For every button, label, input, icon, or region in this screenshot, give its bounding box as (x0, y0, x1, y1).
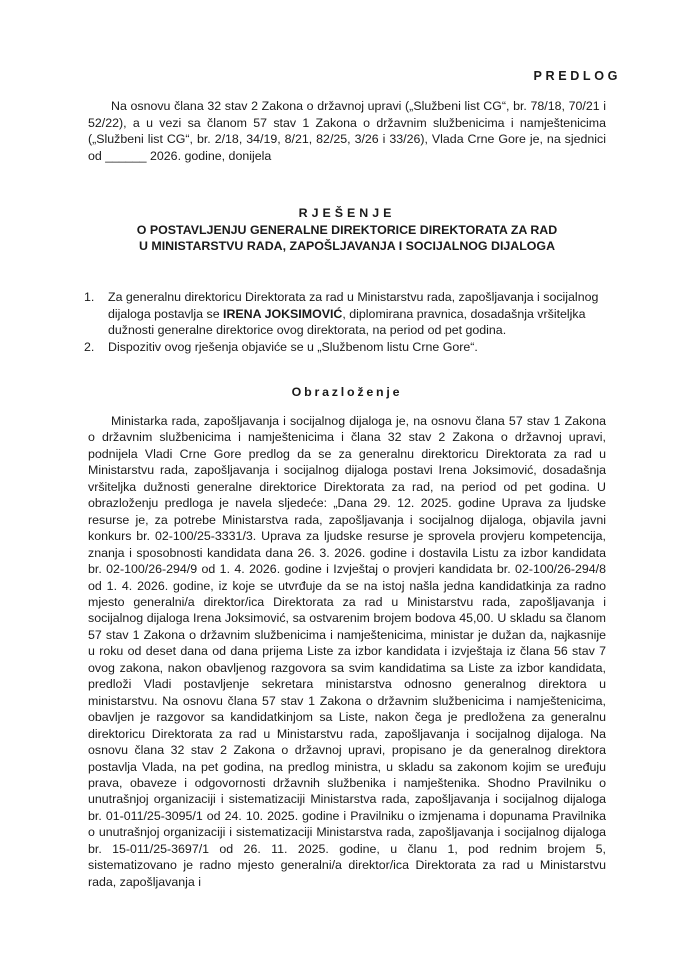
item-text (108, 289, 616, 339)
reasoning-text: Ministarka rada, zapošljavanja i socijalnog dijaloga je, na osnovu člana 57 stav 1 Zakona o državnim službenicima i namještenicima i člana 32 stav 2 Zakona o državnoj upravi, podnijela Vladi Crne Gore predlog da se za generalnu direktoricu Direktorata za rad u Ministarstvu rada, zapošljavanja i socijalnog dijaloga postavi Irena Joksimović, dosadašnja vršiteljka dužnosti generalne direktorice Direktorata za rad, na period od pet godina. U obrazloženju predloga je navela sljedeće: „Dana 29. 12. 2025. godine Uprava za ljudske resurse je, za potrebe Ministarstva rada, zapošljavanja i socijalnog dijaloga, objavila javni konkurs br. 02-100/25-3331/3. Uprava za ljudske resurse je sprovela provjeru kompetencija, znanja i sposobnosti kandidata dana 26. 3. 2026. godine i dostavila Listu za izbor kandidata br. 02-100/26-294/9 od 1. 4. 2026. godine i Izvještaj o provjeri kandidata br. 02-100/26-294/8 od 1. 4. 2026. godine, iz koje se utvrđuje da se na istoj našla jedna kandidatkinja za radno mjesto generalni/a direktor/ica Direktorata za rad u Ministarstvu rada, zapošljavanja i socijalnog dijaloga Irena Joksimović, sa ostvarenim brojem bodova 45,00. U skladu sa članom 57 stav 1 Zakona o državnim službenicima i namještenicima, ministar je dužan da, najkasnije u roku od deset dana od dana prijema Liste za izbor kandidata i izvještaja iz člana 56 stav 7 ovog zakona, nakon obavljenog razgovora sa svim kandidatima sa Liste za izbor kandidata, predloži Vladi postavljenje sekretara ministarstva odnosno generalnog direktora u ministarstvu. Na osnovu člana 57 stav 1 Zakona o državnim službenicima i namještenicima, obavljen je razgovor sa kandidatkinjom sa Liste, nakon čega je predložena za generalnu direktoricu Direktorata za rad u Ministarstvu rada, zapošljavanja i socijalnog dijaloga. Na osnovu člana 32 stav 2 Zakona o državnoj upravi, propisano je da generalnog direktora postavlja Vlada, na pet godina, na predlog ministra, u skladu sa zakonom kojim se uređuju prava, obaveze i odgovornosti državnih službenika i namještenika. Shodno Pravilniku o unutrašnjoj organizaciji i sistematizaciji Ministarstva rada, zapošljavanja i socijalnog dijaloga br. 01-011/25-3095/1 od 24. 10. 2025. godine i Pravilniku o izmjenama i dopunama Pravilnika o unutrašnjoj organizaciji i sistematizaciji Ministarstva rada, zapošljavanja i socijalnog dijaloga br. 15-011/25-3697/1 od 26. 11. 2025. godine, u članu 1, pod rednim brojem 5, sistematizovano je radno mjesto generalni/a direktor/ica Direktorata za rad u Ministarstvu rada, zapošljavanja i (88, 414, 606, 889)
title-line-1: RJEŠENJE (298, 206, 396, 220)
list-item (84, 289, 616, 339)
reasoning-paragraph (88, 413, 606, 890)
item-number: 1. (84, 290, 95, 304)
intro-text: Na osnovu člana 32 stav 2 Zakona o državnoj upravi („Službeni list CG“, br. 78/18, 70/21 i 52/22), a u vezi sa članom 57 stav 1 Zakona o državnim službenicima i namještenicima („Službeni list CG“, br. 2/18, 34/19, 8/21, 82/25, 3/26 i 33/26), Vlada Crne Gore je, na sjednici od ______ 2026. godine, donijela (88, 99, 606, 163)
reasoning-title: Obrazloženje (291, 385, 403, 399)
title-line-3: U MINISTARSTVU RADA, ZAPOŠLJAVANJA I SOCIJALNOG DIJALOGA (138, 239, 556, 253)
appointee-name: IRENA JOKSIMOVIĆ (223, 306, 343, 321)
decision-title (78, 205, 616, 255)
title-line-2: O POSTAVLJENJU GENERALNE DIREKTORICE DIREKTORATA ZA RAD (136, 222, 558, 237)
item-number: 2. (84, 339, 95, 354)
decision-items (84, 289, 616, 355)
item-text: Dispozitiv ovog rješenja objaviće se u „Službenom listu Crne Gore“. (108, 339, 478, 354)
item-text-part: , diplomirana pravnica, dosadašnja vršiteljka dužnosti generalne direktorice ovog direktorata, na period od pet godina. (108, 306, 586, 337)
intro-paragraph (88, 98, 606, 164)
list-item (84, 339, 616, 356)
item-text-part: Za generalnu direktoricu Direktorata za rad u Ministarstvu rada, zapošljavanja i socijalnog dijaloga postavlja se (108, 290, 599, 321)
header-label: PREDLOG (533, 69, 621, 83)
